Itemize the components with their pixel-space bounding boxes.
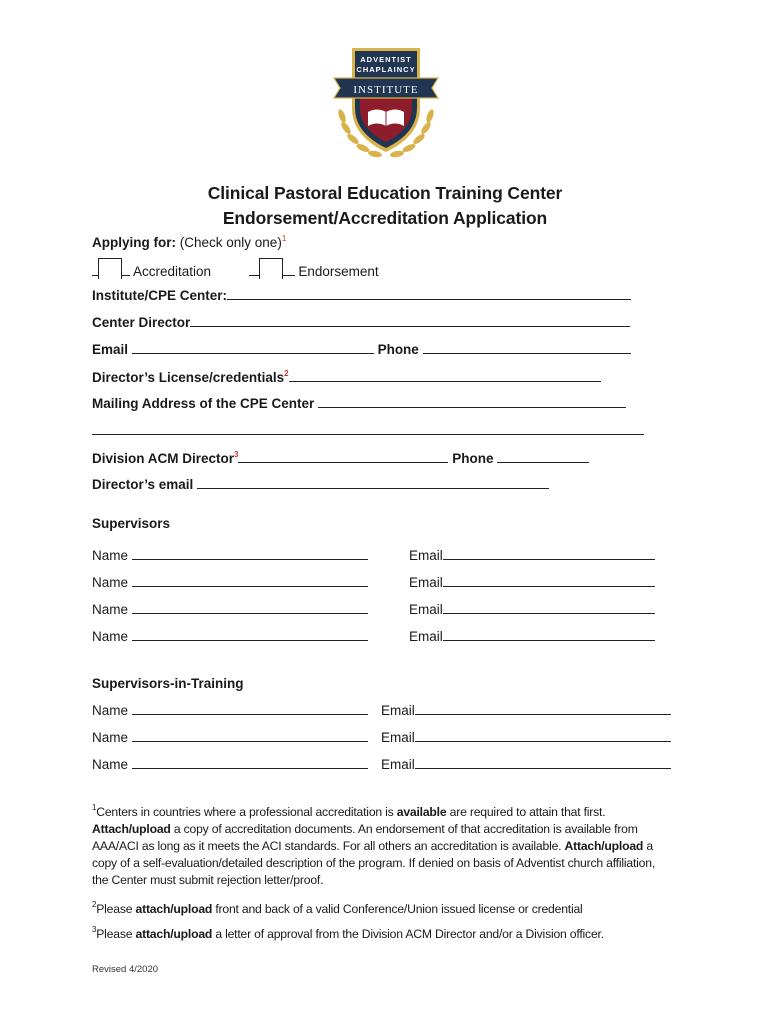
director-label: Center Director <box>92 315 191 330</box>
trainee-email <box>381 730 671 745</box>
supervisor-row <box>92 548 368 563</box>
supervisor-name-input[interactable] <box>132 629 368 641</box>
accreditation-checkbox[interactable] <box>98 258 122 279</box>
trainee-email-label: Email <box>381 730 415 745</box>
mailing-input-2[interactable] <box>92 423 644 435</box>
footnote-1-text-f: Attach/upload <box>564 839 644 853</box>
footnote-3-text-b: attach/upload <box>135 927 213 941</box>
supervisor-email-label: Email <box>409 602 443 617</box>
division-phone-input[interactable] <box>497 451 589 463</box>
revision-date: Revised 4/2020 <box>92 964 159 975</box>
supervisor-name-input[interactable] <box>132 575 368 587</box>
trainee-email-input[interactable] <box>415 730 671 742</box>
supervisor-email <box>409 575 655 590</box>
trainee-email-input[interactable] <box>415 703 671 715</box>
footnote-2-text-b: attach/upload <box>135 902 213 916</box>
supervisor-name-input[interactable] <box>132 602 368 614</box>
supervisor-name-label: Name <box>92 602 129 617</box>
supervisor-name-label: Name <box>92 548 129 563</box>
trainee-email-label: Email <box>381 703 415 718</box>
footnote-1-text-g: a copy of a self-evaluation/detailed description of the program. If denied on basis of Adventist church affiliation, the Center must submit rejection letter/proof. <box>92 839 656 887</box>
endorsement-option-label: Endorsement <box>298 264 379 279</box>
trainee-name-label: Name <box>92 757 129 772</box>
license-field <box>92 369 601 385</box>
footnote-3-text-a: Please <box>96 927 136 941</box>
applying-for-row <box>92 234 286 250</box>
supervisor-row <box>92 602 368 617</box>
division-field <box>92 450 589 466</box>
footnote-1 <box>92 799 672 889</box>
applying-note: (Check only one) <box>179 235 282 250</box>
form-title-line2: Endorsement/Accreditation Application <box>222 208 548 228</box>
mailing-field <box>92 396 626 411</box>
trainee-name-input[interactable] <box>132 703 368 715</box>
email-phone-field <box>92 342 631 357</box>
footnote-1-number: 1 <box>92 803 97 812</box>
phone-input[interactable] <box>423 342 631 354</box>
director-email-field <box>92 477 549 492</box>
director-field <box>92 315 630 330</box>
form-title-line1: Clinical Pastoral Education Training Center <box>207 183 563 203</box>
mailing-line2 <box>92 423 644 438</box>
mailing-input[interactable] <box>318 396 626 408</box>
center-field <box>92 288 631 303</box>
footnote-2-text-c: front and back of a valid Conference/Union issued license or credential <box>212 902 583 916</box>
division-label: Division ACM Director <box>92 451 235 466</box>
supervisor-name-input[interactable] <box>132 548 368 560</box>
options-row <box>92 258 379 279</box>
supervisor-row <box>92 575 368 590</box>
footnote-ref-2: 2 <box>284 369 289 378</box>
supervisor-email <box>409 548 655 563</box>
trainees-heading: Supervisors-in-Training <box>92 676 244 691</box>
trainee-email-input[interactable] <box>415 757 671 769</box>
license-label: Director’s License/credentials <box>92 370 285 385</box>
footnote-1-text-d: Attach/upload <box>92 822 171 836</box>
footnote-1-text-c: are required to attain that first. <box>446 805 606 819</box>
trainee-name-input[interactable] <box>132 757 368 769</box>
footnote-2 <box>92 896 672 918</box>
footnote-1-text-b: available <box>396 805 447 819</box>
trainee-email-label: Email <box>381 757 415 772</box>
supervisor-email-label: Email <box>409 548 443 563</box>
accreditation-option-label: Accreditation <box>133 264 212 279</box>
trainee-email <box>381 703 671 718</box>
footnote-ref-3: 3 <box>234 450 239 459</box>
supervisor-email-label: Email <box>409 629 443 644</box>
mailing-label: Mailing Address of the CPE Center <box>92 396 315 411</box>
footnote-2-text-a: Please <box>96 902 136 916</box>
trainee-row <box>92 703 368 718</box>
email-input[interactable] <box>132 342 374 354</box>
footnote-ref-1: 1 <box>281 234 287 243</box>
phone-label: Phone <box>377 342 419 357</box>
footnote-3-text-c: a letter of approval from the Division ACM Director and/or a Division officer. <box>212 927 604 941</box>
footnote-2-number: 2 <box>92 900 97 909</box>
supervisor-email-label: Email <box>409 575 443 590</box>
email-label: Email <box>92 342 129 357</box>
center-input[interactable] <box>227 288 631 300</box>
logo-line3: INSTITUTE <box>353 84 419 96</box>
footnote-3 <box>92 921 672 943</box>
trainee-name-input[interactable] <box>132 730 368 742</box>
license-input[interactable] <box>289 370 601 382</box>
supervisor-email-input[interactable] <box>443 575 655 587</box>
division-input[interactable] <box>238 451 448 463</box>
director-email-input[interactable] <box>197 477 549 489</box>
supervisor-email <box>409 629 655 644</box>
center-label: Institute/CPE Center: <box>92 288 228 303</box>
supervisor-email-input[interactable] <box>443 602 655 614</box>
supervisor-name-label: Name <box>92 575 129 590</box>
logo-line1: ADVENTIST <box>360 55 412 64</box>
supervisor-email-input[interactable] <box>443 548 655 560</box>
supervisor-row <box>92 629 368 644</box>
division-phone-label: Phone <box>452 451 494 466</box>
trainee-row <box>92 757 368 772</box>
footnote-1-text-a: Centers in countries where a professional accreditation is <box>96 805 397 819</box>
director-input[interactable] <box>190 315 630 327</box>
trainee-email <box>381 757 671 772</box>
applying-for-label: Applying for: <box>92 235 176 250</box>
supervisors-heading: Supervisors <box>92 516 171 531</box>
trainee-row <box>92 730 368 745</box>
trainee-name-label: Name <box>92 703 129 718</box>
footnote-3-number: 3 <box>92 925 97 934</box>
institute-logo <box>328 44 444 162</box>
trainee-name-label: Name <box>92 730 129 745</box>
endorsement-checkbox[interactable] <box>259 258 283 279</box>
director-email-label: Director’s email <box>92 477 194 492</box>
supervisor-email <box>409 602 655 617</box>
supervisor-email-input[interactable] <box>443 629 655 641</box>
supervisor-name-label: Name <box>92 629 129 644</box>
logo-line2: CHAPLAINCY <box>356 65 416 74</box>
footnote-1-text-e: a copy of accreditation documents. An endorsement of that accreditation is available from AAA/ACI as long as it meets the ACI standards. For all others an accreditation is available. <box>92 822 638 853</box>
